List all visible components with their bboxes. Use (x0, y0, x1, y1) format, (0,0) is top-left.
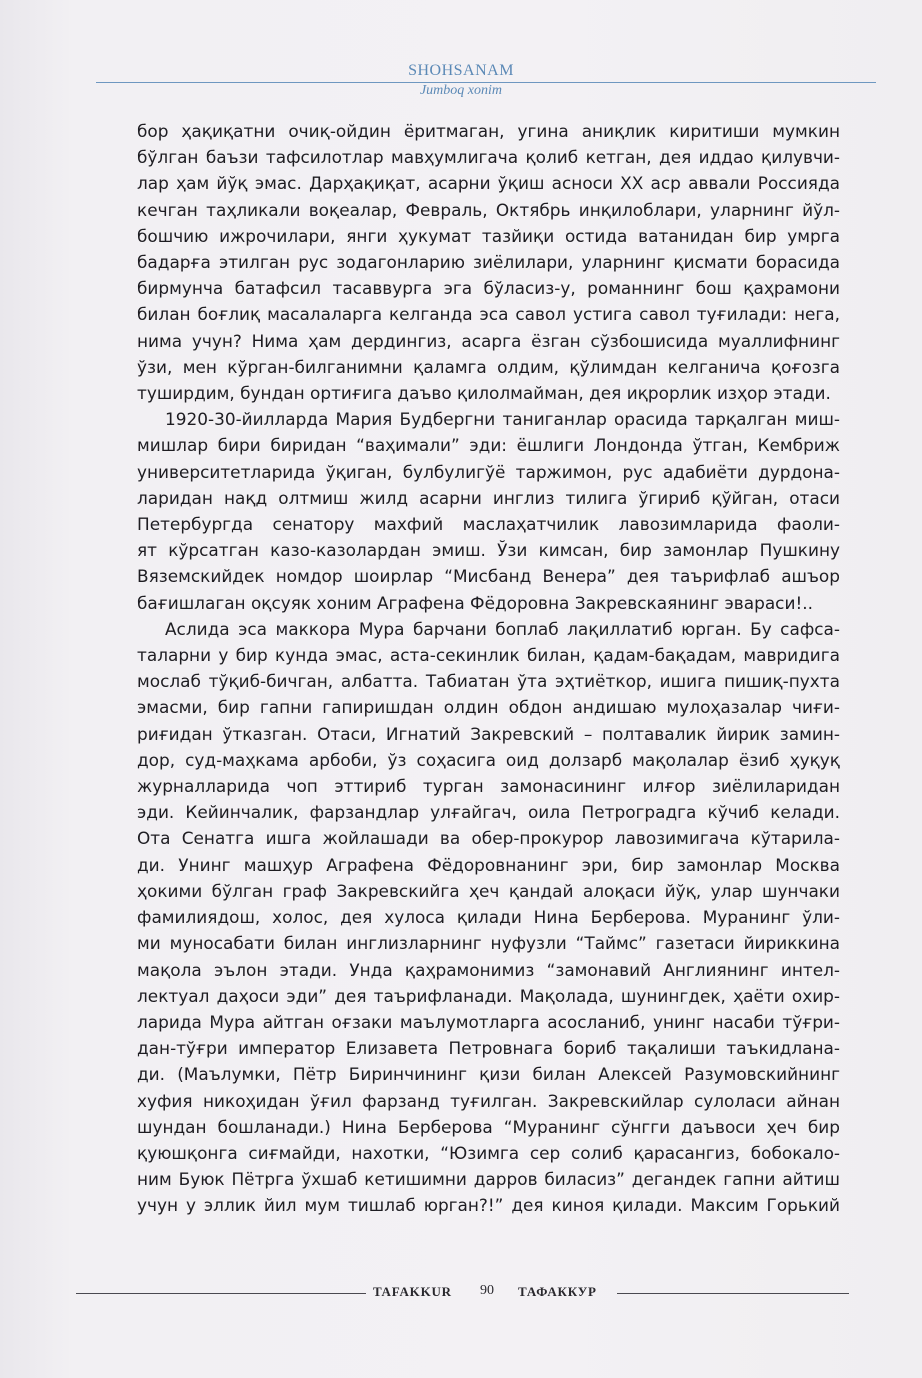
text-line: ларида Мура айтган оғзаки маълумотларга асосланиб, унинг насаби тўғри- (137, 1011, 840, 1032)
text-line: учун у эллик йил мум тишлаб юрган?!” дея киноя қилади. Максим Горький (137, 1195, 840, 1216)
text-line: қуюшқонга сиғмайди, нахотки, “Юзимга сер солиб қарасангиз, бобокало- (137, 1142, 840, 1163)
text-line: мақола эълон этади. Унда қаҳрамонимиз “замонавий Англиянинг интел- (137, 959, 840, 980)
header-title: SHOHSANAM (408, 62, 514, 79)
text-line: бирмунча батафсил тасаввурга эга бўласиз-у, романнинг бош қаҳрамони (137, 278, 840, 299)
text-line: эди. Кейинчалик, фарзандлар улғайгач, оила Петроградга кўчиб келади. (137, 802, 840, 823)
text-line: риғидан ўтказган. Отаси, Игнатий Закревский – полтавалик йирик замин- (137, 723, 840, 744)
text-line: дан-тўғри император Елизавета Петровнага бориб тақалиши таъкидлана- (137, 1038, 840, 1059)
text-line: ним Буюк Пётрга ўхшаб кетишимни дарров биласиз” дегандек гапни айтиш (137, 1169, 840, 1190)
text-line: билан боғлиқ масалаларга келганда эса савол устига савол туғилади: нега, (137, 304, 840, 325)
paragraph-3 (137, 616, 840, 1219)
text-line: фамилиядош, холос, дея хулоса қилади Нина Берберова. Муранинг ўли- (137, 907, 840, 928)
text-line: мослаб тўқиб-бичган, албатта. Табиатан ўта эҳтиёткор, ишига пишиқ-пухта (137, 671, 840, 692)
article-body (137, 118, 840, 1219)
text-line: 1920-30-йилларда Мария Будбергни таниганлар орасида тарқалган миш- (165, 409, 840, 430)
text-line: хуфия никоҳидан ўғил фарзанд туғилган. Закревскийлар сулоласи айнан (137, 1090, 840, 1111)
paragraph-1 (137, 118, 840, 406)
footer-divider-left (76, 1293, 366, 1294)
text-line: таларни у бир кунда эмас, аста-секинлик билан, қадам-бақадам, мавридига (137, 645, 840, 666)
footer-magazine-cyrillic: ТАФАККУР (518, 1284, 597, 1299)
text-line: мишлар бири биридан “ваҳимали” эди: ёшлиги Лондонда ўтган, Кембриж (137, 435, 840, 456)
text-line: университетларида ўқиган, булбулигўё таржимон, рус адабиёти дурдона- (137, 461, 840, 482)
paragraph-2 (137, 406, 840, 616)
text-line: Вяземскийдек номдор шоирлар “Мисбанд Венера” дея таърифлаб ашъор (137, 566, 840, 587)
text-line: кечган таҳликали воқеалар, Февраль, Октябрь инқилоблари, уларнинг йўл- (137, 199, 840, 220)
text-line: бошчию ижрочилари, янги ҳукумат тазйиқи остида ватанидан бир умрга (137, 225, 840, 246)
text-line: лар ҳам йўқ эмас. Дарҳақиқат, асарни ўқиш асноси XX аср аввали Россияда (137, 173, 840, 194)
text-line: эмасми, бир гапни гапиришдан олдин обдон андишаю мулоҳазалар чиғи- (137, 697, 840, 718)
text-line: ҳокими бўлган граф Закревскийга ҳеч қандай алоқаси йўқ, улар шунчаки (137, 880, 840, 901)
text-line: лектуал даҳоси эди” дея таърифланади. Мақолада, шунингдек, ҳаёти охир- (137, 985, 840, 1006)
text-line: шундан бошланади.) Нина Берберова “Муранинг сўнгги даъвоси ҳеч бир (137, 1116, 840, 1137)
text-line: ларидан нақд олтмиш жилд асарни инглиз тилига ўгириб қўйган, отаси (137, 487, 840, 508)
text-line: бағишлаган оқсуяк хоним Аграфена Фёдоровна Закревскаянинг эвараси!.. (137, 592, 813, 613)
text-line: нима учун? Нима ҳам дердингиз, асарга ёзган сўзбошисида муаллифнинг (137, 330, 840, 351)
text-line: Аслида эса маккора Мура барчани боплаб лақиллатиб юрган. Бу сафса- (165, 618, 840, 639)
text-line: бадарға этилган рус зодагонларию зиёлилари, уларнинг қисмати борасида (137, 252, 840, 273)
text-line: туширдим, бундан ортиғига даъво қилолмайман, дея иқрорлик изҳор этади. (137, 383, 831, 404)
footer-divider-right (617, 1293, 849, 1294)
text-line: Петербургда сенатору махфий маслаҳатчилик лавозимларида фаоли- (137, 514, 840, 535)
text-line: Ота Сенатга ишга жойлашади ва обер-прокурор лавозимигача кўтарила- (137, 828, 840, 849)
text-line: бўлган баъзи тафсилотлар мавҳумлигача қолиб кетган, дея иддао қилувчи- (137, 147, 840, 168)
text-line: журналларида чоп эттириб турган замонасининг илғор зиёлиларидан (137, 776, 840, 797)
text-line: ди. (Маълумки, Пётр Биринчининг қизи билан Алексей Разумовскийнинг (137, 1064, 840, 1085)
text-line: ят кўрсатган казо-казолардан эмиш. Ўзи кимсан, бир замонлар Пушкину (137, 540, 840, 561)
text-line: ми муносабати билан инглизларнинг нуфузли “Таймс” газетаси йириккина (137, 933, 840, 954)
text-line: дор, суд-маҳкама арбоби, ўз соҳасига оид долзарб мақолалар ёзиб ҳуқуқ (137, 749, 840, 770)
text-line: бор ҳақиқатни очиқ-ойдин ёритмаган, угина аниқлик киритиши мумкин (137, 121, 840, 141)
text-line: ди. Унинг машҳур Аграфена Фёдоровнанинг эри, бир замонлар Москва (137, 854, 840, 875)
running-footer (0, 1283, 922, 1303)
header-subtitle: Jumboq xonim (419, 83, 503, 98)
text-line: ўзи, мен кўрган-билганимни қаламга олдим, қўлимдан келганича қоғозга (137, 356, 840, 377)
page-number: 90 (480, 1283, 494, 1298)
footer-magazine-latin: TAFAKKUR (373, 1284, 452, 1299)
